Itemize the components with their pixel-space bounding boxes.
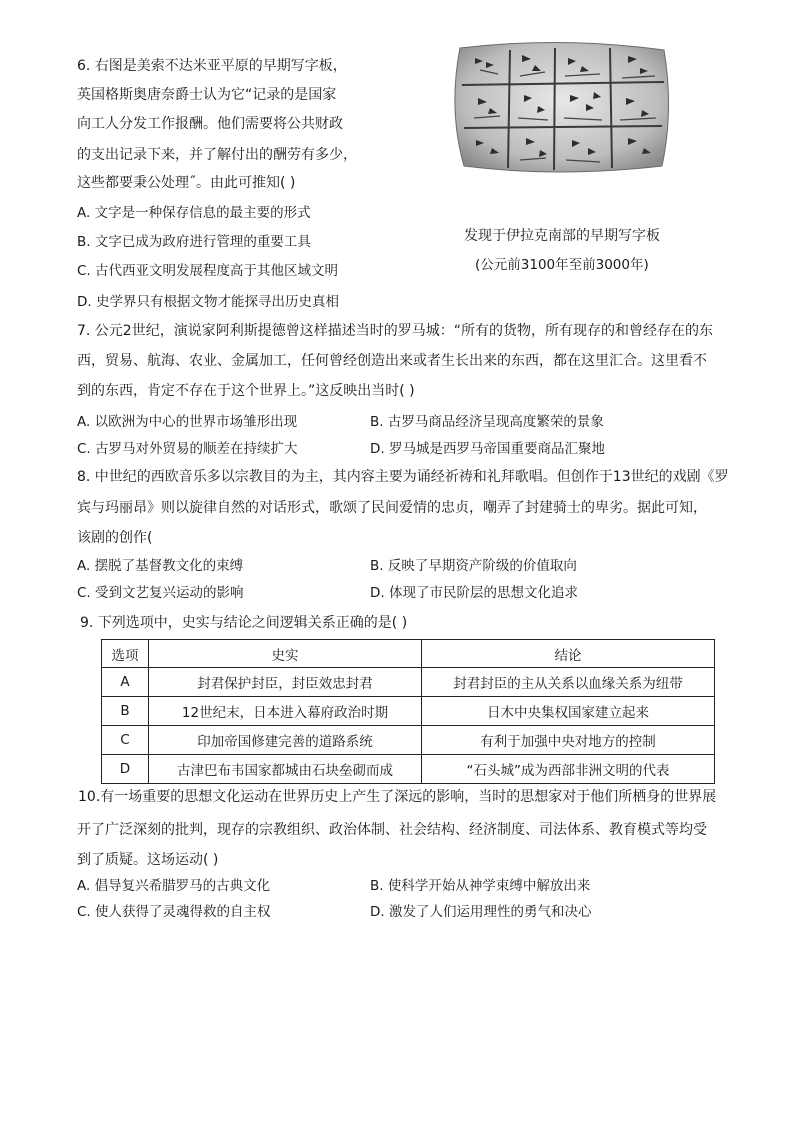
table-cell-conclusion: 日木中央集权国家建立起来 <box>422 697 715 726</box>
q7-option-a: A. 以欧洲为中心的世界市场雏形出现 <box>77 414 298 430</box>
table-cell-option: D <box>102 755 149 784</box>
q10-option-c: C. 使人获得了灵魂得救的自主权 <box>77 904 271 920</box>
table-cell-fact: 印加帝国修建完善的道路系统 <box>149 726 422 755</box>
q8-stem-line-3: 该剧的创作( <box>77 530 153 546</box>
q10-stem-line-2: 开了广泛深刻的批判，现存的宗教组织、政治体制、社会结构、经济制度、司法体系、教育模式等均受 <box>77 822 707 838</box>
q10-option-b: B. 使科学开始从神学束缚中解放出来 <box>370 878 591 894</box>
q10-stem-line-1: 10.有一场重要的思想文化运动在世界历史上产生了深远的影响，当时的思想家对于他们所栖身的世界展 <box>78 789 717 805</box>
table-cell-option: C <box>102 726 149 755</box>
q10-stem-line-3: 到了质疑。这场运动( ) <box>77 852 219 868</box>
q7-stem-line-3: 到的东西，肯定不存在于这个世界上。”这反映出当时( ) <box>77 383 415 399</box>
q6-stem-line-2: 英国格斯奥唐奈爵士认为它“记录的是国家 <box>77 87 337 103</box>
table-header-row <box>102 640 715 668</box>
q8-stem-line-1: 8. 中世纪的西欧音乐多以宗教目的为主，其内容主要为诵经祈祷和礼拜歌唱。但创作于13世纪的戏剧《罗 <box>77 469 729 485</box>
q8-option-a: A. 摆脱了基督教文化的束缚 <box>77 558 244 574</box>
table-cell-fact: 古津巴布韦国家都城由石块垒砌而成 <box>149 755 422 784</box>
table-row <box>102 726 715 755</box>
q7-stem-line-2: 西，贸易、航海、农业、金属加工，任何曾经创造出来或者生长出来的东西，都在这里汇合。这里看不 <box>77 353 707 369</box>
table-cell-conclusion: 封君封臣的主从关系以血缘关系为纽带 <box>422 668 715 697</box>
q7-option-d: D. 罗马城是西罗马帝国重要商品汇聚地 <box>370 441 605 457</box>
q6-stem-line-3: 向工人分发工作报酬。他们需要将公共财政 <box>77 116 343 132</box>
q6-image-caption-date: (公元前3100年至前3000年) <box>475 257 649 273</box>
q6-stem-line-1: 6. 右图是美索不达米亚平原的早期写字板， <box>77 58 347 74</box>
q9-table <box>101 639 715 784</box>
q6-stem-line-5: 这些都要秉公处理˝。由此可推知( ) <box>77 175 296 191</box>
q7-stem-line-1: 7. 公元2世纪，演说家阿利斯提德曾这样描述当时的罗马城：“所有的货物，所有现存的和曾经存在的东 <box>77 323 713 339</box>
q8-option-d: D. 体现了市民阶层的思想文化追求 <box>370 585 578 601</box>
q6-stem-line-4: 的支出记录下来，并了解付出的酬劳有多少， <box>77 147 357 163</box>
table-row <box>102 755 715 784</box>
q8-stem-line-2: 宾与玛丽昂》则以旋律自然的对话形式，歌颂了民间爱情的忠贞，嘲弄了封建骑士的卑劣。据此可知， <box>77 500 707 516</box>
q10-option-a: A. 倡导复兴希腊罗马的古典文化 <box>77 878 271 894</box>
table-cell-conclusion: “石头城”成为西部非洲文明的代表 <box>422 755 715 784</box>
table-cell-fact: 封君保护封臣，封臣效忠封君 <box>149 668 422 697</box>
clay-tablet-image <box>450 40 672 175</box>
table-header-option: 选项 <box>102 640 149 668</box>
q6-image-caption: 发现于伊拉克南部的早期写字板 <box>464 228 660 244</box>
table-row <box>102 668 715 697</box>
table-cell-option: A <box>102 668 149 697</box>
q8-option-b: B. 反映了早期资产阶级的价值取向 <box>370 558 577 574</box>
q9-stem: 9. 下列选项中，史实与结论之间逻辑关系正确的是( ) <box>80 615 408 631</box>
q7-option-c: C. 古罗马对外贸易的顺差在持续扩大 <box>77 441 298 457</box>
q7-option-b: B. 古罗马商品经济呈现高度繁荣的景象 <box>370 414 604 430</box>
table-cell-fact: 12世纪末，日本进入幕府政治时期 <box>149 697 422 726</box>
q8-option-c: C. 受到文艺复兴运动的影响 <box>77 585 244 601</box>
q10-option-d: D. 激发了人们运用理性的勇气和决心 <box>370 904 592 920</box>
table-cell-conclusion: 有利于加强中央对地方的控制 <box>422 726 715 755</box>
table-header-fact: 史实 <box>149 640 422 668</box>
table-row <box>102 697 715 726</box>
q6-option-c: C. 古代西亚文明发展程度高于其他区域文明 <box>77 263 339 279</box>
table-header-conclusion: 结论 <box>422 640 715 668</box>
table-cell-option: B <box>102 697 149 726</box>
q6-option-d: D. 史学界只有根据文物才能探寻出历史真相 <box>77 294 339 310</box>
q6-option-b: B. 文字已成为政府进行管理的重要工具 <box>77 234 311 250</box>
q6-option-a: A. 文字是一种保存信息的最主要的形式 <box>77 205 311 221</box>
